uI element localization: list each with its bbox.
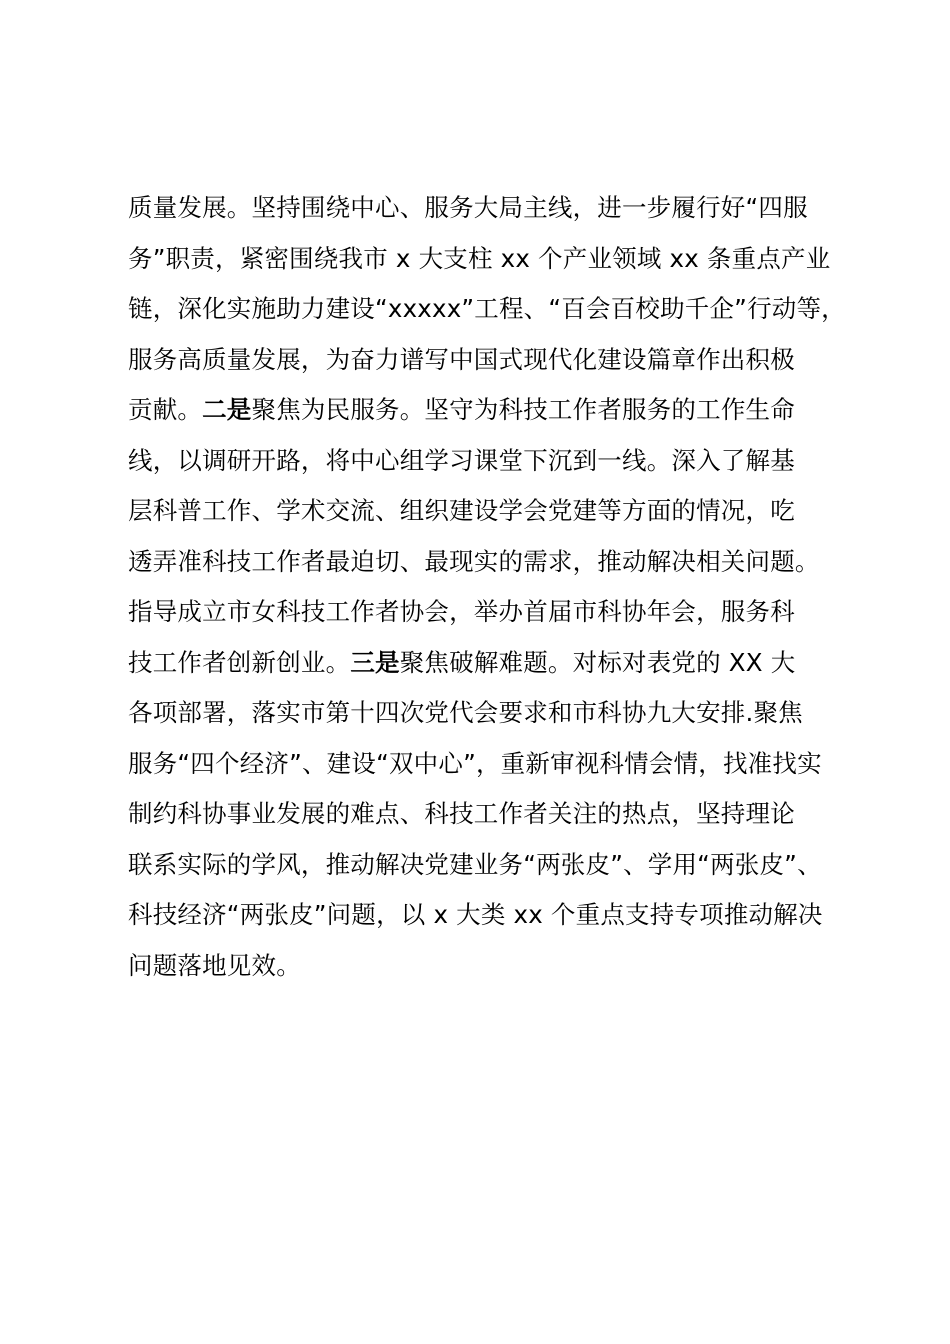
text-line: [128, 385, 868, 436]
bold-heading-run: 二是: [202, 395, 252, 424]
text-line: 科技经济“两张皮”问题，以 x 大类 xx 个重点支持专项推动解决: [128, 900, 823, 929]
text-run: 聚焦破解难题。对标对表党的 XX 大: [399, 647, 796, 677]
text-line: 层科普工作、学术交流、组织建设学会党建等方面的情况，吃: [128, 496, 795, 525]
text-run: 聚焦为民服务。坚守为科技工作者服务的工作生命: [251, 395, 795, 424]
text-line: 问题落地见效。: [128, 950, 301, 980]
text-line: 各项部署，落实市第十四次党代会要求和市科协九大安排.聚焦: [128, 698, 803, 727]
text-run: 技工作者创新创业。: [128, 647, 351, 677]
text-line: [128, 638, 868, 689]
text-line: 联系实际的学风，推动解决党建业务“两张皮”、学用“两张皮”、: [128, 849, 822, 879]
text-line: 指导成立市女科技工作者协会，举办首届市科协年会，服务科: [128, 597, 795, 626]
text-line: 务”职责，紧密围绕我市 x 大支柱 xx 个产业领域 xx 条重点产业: [128, 243, 831, 273]
text-line: 服务高质量发展，为奋力谱写中国式现代化建设篇章作出积极: [128, 344, 795, 374]
bold-heading-run: 三是: [350, 647, 400, 677]
body-paragraph: [128, 183, 868, 991]
text-line: 链，深化实施助力建设“xxxxx”工程、“百会百校助千企”行动等，: [128, 294, 846, 323]
text-line: 透弄准科技工作者最迫切、最现实的需求，推动解决相关问题。: [128, 546, 820, 576]
text-line: 服务“四个经济”、建设“双中心”，重新审视科情会情，找准找实: [128, 748, 822, 778]
text-line: 制约科协事业发展的难点、科技工作者关注的热点，坚持理论: [128, 799, 795, 828]
text-line: 质量发展。坚持围绕中心、服务大局主线，进一步履行好“四服: [128, 193, 808, 222]
text-run: 贡献。: [128, 395, 203, 424]
text-line: 线，以调研开路，将中心组学习课堂下沉到一线。深入了解基: [128, 445, 795, 475]
